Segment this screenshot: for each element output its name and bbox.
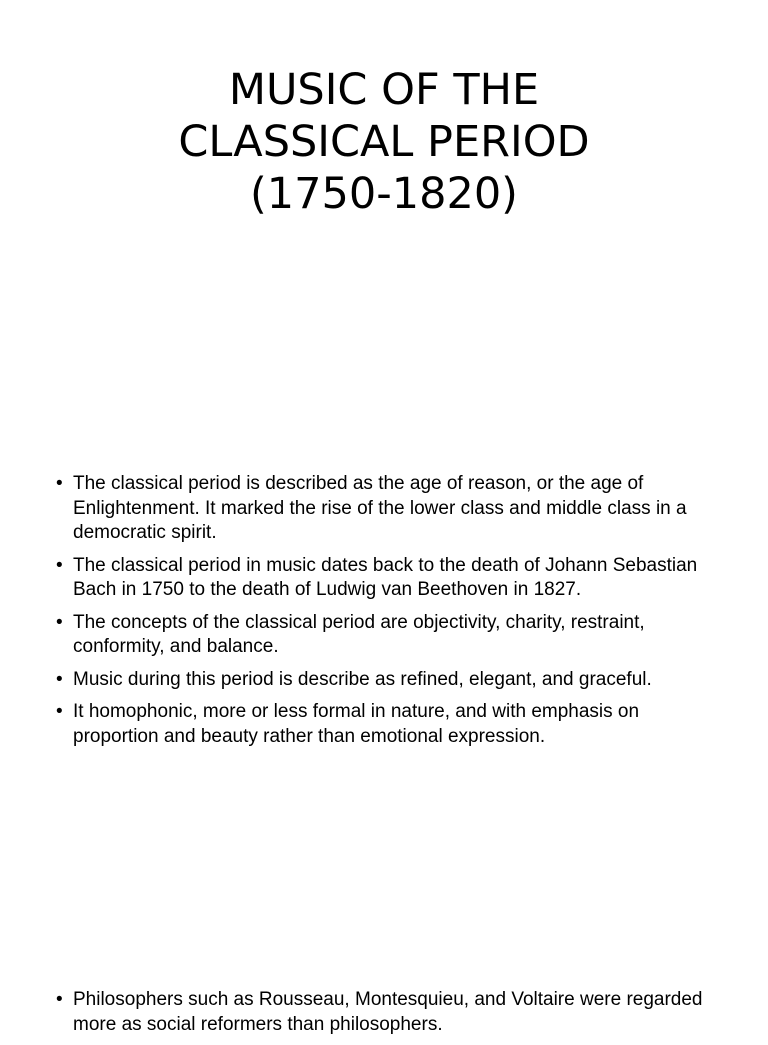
bullet-item: • The classical period is described as the age of reason, or the age of Enlightenment. It marked the rise of the lower class and middle class in a democratic spirit. xyxy=(56,472,706,546)
bullet-item: • It homophonic, more or less formal in nature, and with emphasis on proportion and beauty rather than emotional expression. xyxy=(56,700,706,749)
title-line-1: MUSIC OF THE xyxy=(228,65,540,115)
next-slide-bullet-list xyxy=(56,988,706,1045)
bullet-item: • Philosophers such as Rousseau, Montesquieu, and Voltaire were regarded more as social reformers than philosophers. xyxy=(56,988,706,1037)
bullet-item: • The classical period in music dates back to the death of Johann Sebastian Bach in 1750 to the death of Ludwig van Beethoven in 1827. xyxy=(56,554,706,603)
bullet-item: • Music during this period is describe as refined, elegant, and graceful. xyxy=(56,668,706,693)
title-line-3: (1750-1820) xyxy=(250,169,518,219)
bullet-list xyxy=(56,472,706,757)
bullet-item: • The concepts of the classical period are objectivity, charity, restraint, conformity, and balance. xyxy=(56,611,706,660)
slide-title xyxy=(0,64,768,220)
title-line-2: CLASSICAL PERIOD xyxy=(178,117,590,167)
